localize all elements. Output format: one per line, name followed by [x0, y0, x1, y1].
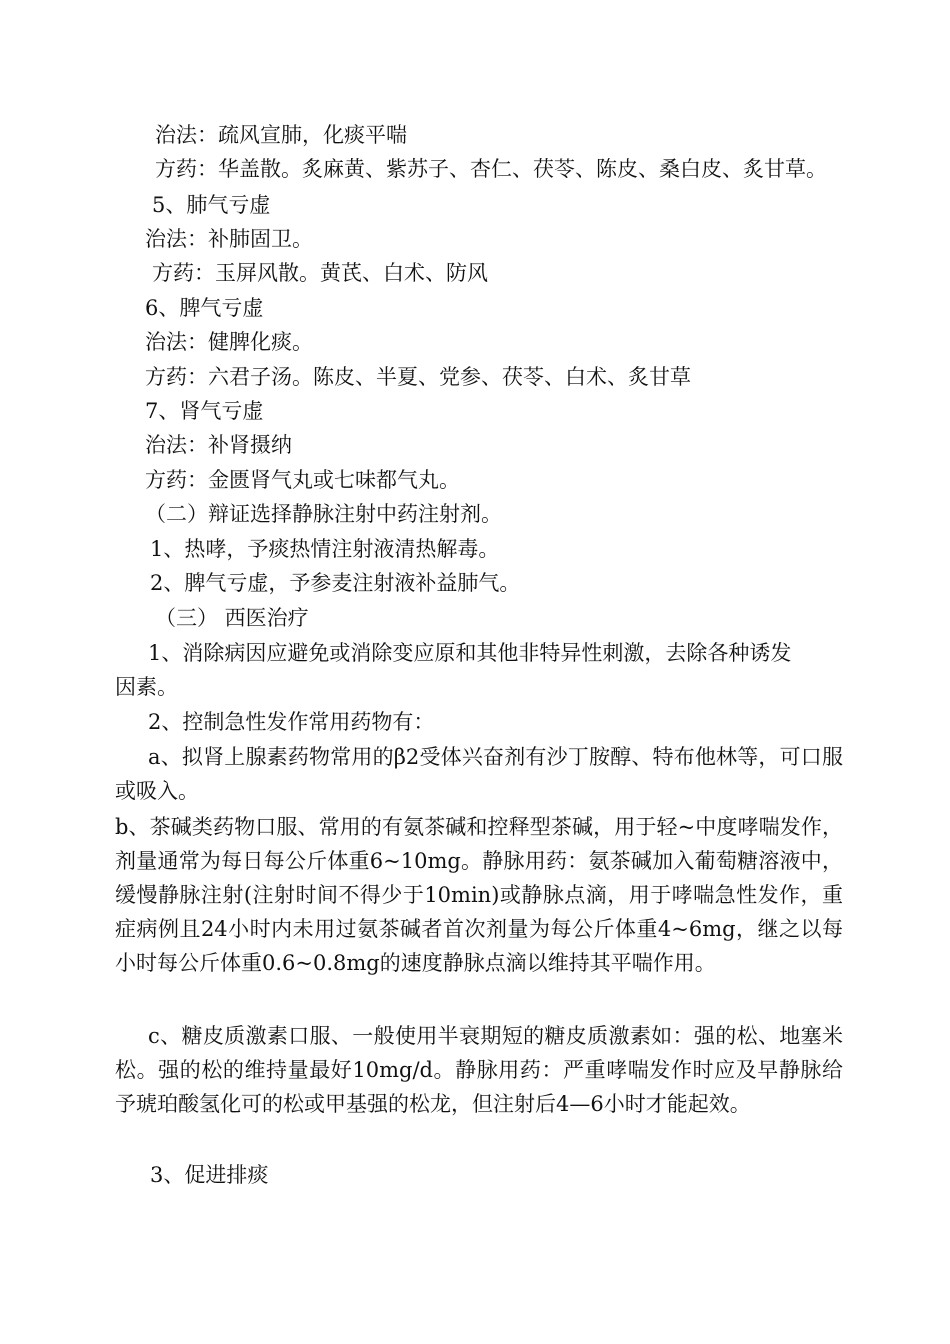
paragraph-line: 1、消除病因应避免或消除变应原和其他非特异性刺激，去除各种诱发 — [148, 641, 792, 665]
list-item: 1、热哮，予痰热情注射液清热解毒。 — [150, 537, 500, 561]
drug-paragraph-b — [115, 810, 843, 980]
drug-paragraph-a — [115, 740, 843, 808]
prescription-line: 方药：金匮肾气丸或七味都气丸。 — [145, 468, 460, 492]
drug-description: 口服、一般使用半衰期短的糖皮质激素如：强的松、地塞米松。强的松的维持量最好10mg/d。静脉用药：严重哮喘发作时应及早静脉给予琥珀酸氢化可的松或甲基强的松龙，但注射后4—6小时才能起效。 — [115, 1024, 843, 1116]
drug-class-label: c、糖皮质激素 — [148, 1024, 289, 1048]
list-item: 2、脾气亏虚，予参麦注射液补益肺气。 — [150, 571, 521, 595]
paragraph-line: 因素。 — [115, 675, 178, 699]
treatment-method-line: 治法：健脾化痰。 — [145, 330, 313, 354]
drug-description: 常用的β2受体兴奋剂有沙丁胺醇、特布他林等，可口服或吸入。 — [115, 745, 843, 803]
drug-class-label: a、拟肾上腺素药物 — [148, 745, 331, 769]
section-heading: 6、脾气亏虚 — [145, 296, 264, 320]
drug-class-label: b、茶碱类药物 — [115, 815, 256, 839]
section-heading: 7、肾气亏虚 — [145, 399, 264, 423]
list-heading: 2、控制急性发作常用药物有： — [148, 710, 435, 734]
treatment-method-line: 治法：补肾摄纳 — [145, 433, 292, 457]
prescription-line: 方药：华盖散。炙麻黄、紫苏子、杏仁、茯苓、陈皮、桑白皮、炙甘草。 — [155, 157, 827, 181]
prescription-line: 方药：玉屏风散。黄芪、白术、防风 — [152, 261, 488, 285]
drug-paragraph-c — [115, 1019, 843, 1121]
subsection-heading: （二）辩证选择静脉注射中药注射剂。 — [145, 502, 502, 526]
prescription-line: 方药：六君子汤。陈皮、半夏、党参、茯苓、白术、炙甘草 — [145, 365, 691, 389]
treatment-method-line: 治法：疏风宣肺，化痰平喘 — [155, 123, 407, 147]
treatment-method-line: 治法：补肺固卫。 — [145, 227, 313, 251]
section-heading: 5、肺气亏虚 — [152, 193, 271, 217]
subsection-heading: （三） 西医治疗 — [155, 606, 309, 630]
drug-description: 口服、常用的有氨茶碱和控释型茶碱，用于轻~中度哮喘发作，剂量通常为每日每公斤体重6~10mg。静脉用药：氨茶碱加入葡萄糖溶液中，缓慢静脉注射(注射时间不得少于10min)或静脉点滴，用于哮喘急性发作，重症病例且24小时内未用过氨茶碱者首次剂量为每公斤体重4~6mg，继之以每小时每公斤体重0.6~0.8mg的速度静脉点滴以维持其平喘作用。 — [115, 815, 843, 975]
section-heading: 3、促进排痰 — [150, 1163, 269, 1187]
